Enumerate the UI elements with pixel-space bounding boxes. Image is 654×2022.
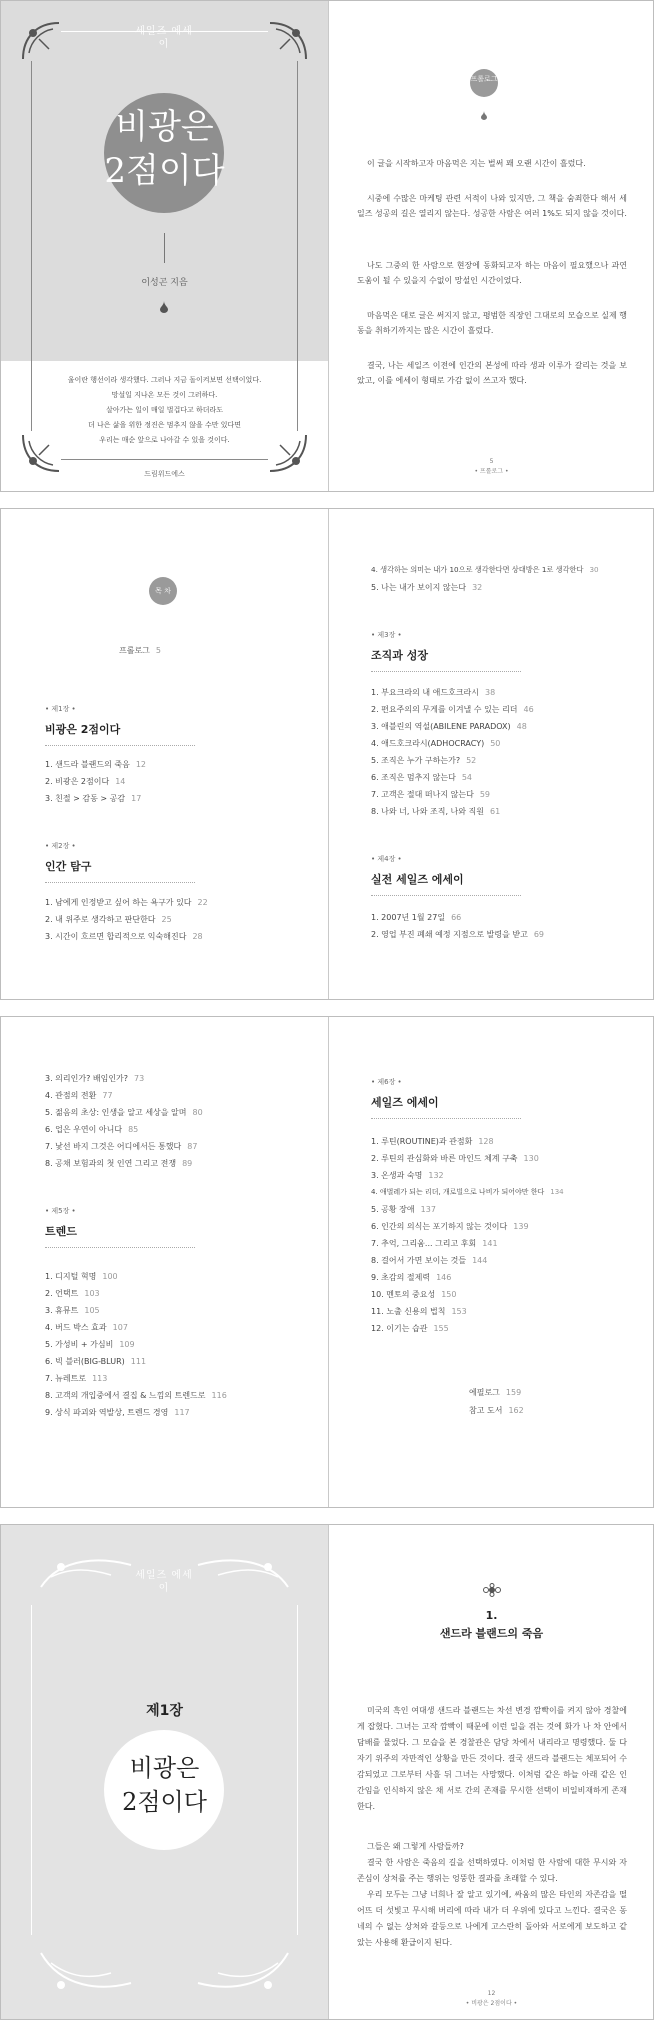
toc-entry-page: 46 (523, 705, 534, 714)
toc-entry-text: 5. 조직은 누가 구하는가? (371, 756, 461, 765)
dotted-rule (45, 882, 195, 883)
toc-entry[interactable] (371, 687, 495, 698)
toc-entry-page: 109 (119, 1340, 135, 1349)
toc-entry-page: 69 (533, 930, 544, 939)
toc-entry-page: 28 (192, 932, 203, 941)
toc-entry[interactable] (45, 1288, 100, 1299)
toc-entry[interactable] (45, 1407, 190, 1418)
toc-entry-text: 5. 공황 장애 (371, 1205, 415, 1214)
droplet-icon (160, 301, 168, 313)
toc-entry-text: 참고 도서 (469, 1406, 503, 1415)
part-label: • 제3장 • (371, 631, 402, 639)
page-number: 12 (487, 1990, 496, 1997)
prologue-page (329, 1, 654, 491)
toc-entry-page: 141 (482, 1239, 498, 1248)
cover-blurb-line: 살아가는 일이 매일 벌겁다고 하더라도 (105, 406, 224, 414)
part-label: • 제4장 • (371, 855, 402, 863)
cover-title-line1: 비광은 (115, 107, 214, 147)
book-cover (1, 1, 328, 491)
toc-entry-page: 66 (451, 913, 462, 922)
toc-entry-text: 1. 남에게 인정받고 싶어 하는 욕구가 있다 (45, 898, 192, 907)
toc-entry-page: 155 (433, 1324, 449, 1333)
cover-publisher: 드림위드에스 (144, 470, 185, 478)
toc-entry-text: 5. 가성비 + 가심비 (45, 1340, 114, 1349)
toc-entry-text: 3. 온생과 숙명 (371, 1171, 423, 1180)
bottom-flourish-icon (31, 1943, 298, 2003)
toc-item-label: 프롤로그 (119, 646, 150, 655)
prologue-paragraph: 시중에 수많은 마케팅 관련 서적이 나와 있지만, 그 책을 숨죄한다 해서 세일즈 성공의 길은 열리지 않는다. 성공한 사람은 여러 1%도 되지 않을 것이다. (357, 194, 627, 218)
section-title: 샌드라 블랜드의 죽음 (439, 1627, 544, 1640)
toc-entry[interactable] (45, 1390, 227, 1401)
toc-entry[interactable] (45, 1107, 203, 1118)
toc-page-left (1, 1017, 328, 1507)
toc-entry-page: 50 (490, 739, 501, 748)
toc-entry[interactable] (45, 1124, 138, 1135)
toc-entry-text: 7. 고객은 절대 떠나지 않는다 (371, 790, 474, 799)
toc-entry[interactable] (45, 1373, 107, 1384)
cover-blurb-line: 더 나은 삶을 위한 정진은 멈추지 않을 수만 있다면 (87, 421, 242, 429)
toc-entry[interactable] (371, 1187, 564, 1197)
dotted-rule (45, 1247, 195, 1248)
part-label: • 제6장 • (371, 1078, 402, 1086)
toc-entry-page: 32 (472, 583, 483, 592)
toc-entry-text: 8. 공채 보험과의 첫 인연 그리고 전쟁 (45, 1159, 177, 1168)
toc-entry[interactable] (371, 1255, 487, 1266)
toc-entry-text: 10. 멘토의 중요성 (371, 1290, 436, 1299)
running-footer: • 프롤로그 • (474, 468, 509, 475)
cover-author: 이성곤 지음 (141, 278, 188, 288)
toc-entry[interactable] (45, 1141, 197, 1152)
part-title: 실전 세일즈 에세이 (371, 873, 464, 886)
toc-entry-text: 6. 빅 블러(BIG-BLUR) (45, 1357, 125, 1366)
toc-entry-page: 105 (84, 1306, 100, 1315)
cover-blurb-line: 우리는 매순 앞으로 나아갈 수 있을 것이다. (99, 436, 230, 444)
toc-entry-text: 2. 루틴의 관심화와 바른 마인드 체계 구축 (371, 1154, 518, 1163)
toc-entry-page: 73 (134, 1074, 145, 1083)
toc-page-right (329, 1017, 654, 1507)
toc-entry[interactable] (45, 1339, 135, 1350)
flower-ornament-icon (479, 1583, 505, 1597)
toc-entry[interactable] (45, 1305, 100, 1316)
toc-entry-page: 117 (174, 1408, 190, 1417)
toc-entry-page: 162 (508, 1406, 524, 1415)
cover-blurb-line: 망설일 지나온 모든 것이 그러하다. (111, 391, 218, 399)
part-label: • 제1장 • (45, 705, 76, 713)
toc-entry[interactable] (371, 1306, 467, 1317)
toc-page-left (1, 509, 328, 999)
toc-entry[interactable] (371, 929, 544, 940)
toc-entry[interactable] (371, 1170, 444, 1181)
toc-entry[interactable] (371, 582, 482, 593)
opener-series-label: 세일즈 에세이 (135, 1570, 193, 1594)
toc-entry-page: 150 (441, 1290, 457, 1299)
toc-entry-text: 8. 고객의 개입중에서 결집 & 느낌의 트렌드로 (45, 1391, 206, 1400)
chapter-title-line1: 비광은 (129, 1754, 200, 1782)
toc-entry[interactable] (371, 1204, 436, 1215)
dotted-rule (45, 745, 195, 746)
part-title: 트렌드 (45, 1225, 77, 1238)
toc-entry[interactable] (45, 1322, 128, 1333)
toc-entry-text: 8. 걸어서 가면 보이는 것들 (371, 1256, 467, 1265)
cover-blurb-line: 울이란 행선이라 생각했다. 그러나 지금 돌이켜보면 선택이었다. (67, 376, 262, 384)
toc-entry-text: 3. 의리인가? 배임인가? (45, 1074, 129, 1083)
toc-entry[interactable] (45, 897, 208, 908)
prologue-badge: 프롤로그 (470, 69, 498, 97)
toc-entry-page: 30 (589, 565, 599, 574)
toc-entry-page: 107 (112, 1323, 128, 1332)
toc-entry[interactable] (371, 912, 461, 923)
toc-entry-text: 1. 샌드라 블랜드의 죽음 (45, 760, 130, 769)
dotted-rule (371, 671, 521, 672)
toc-entry-text: 1. 디지털 혁명 (45, 1272, 97, 1281)
toc-entry[interactable] (371, 1238, 498, 1249)
toc-entry[interactable] (371, 1136, 494, 1147)
toc-entry[interactable] (45, 1090, 113, 1101)
toc-entry-page: 139 (513, 1222, 529, 1231)
toc-entry-text: 2. 비광은 2점이다 (45, 777, 110, 786)
toc-entry-page: 130 (523, 1154, 539, 1163)
toc-entry-page: 85 (128, 1125, 139, 1134)
toc-entry-page: 100 (102, 1272, 118, 1281)
toc-entry-text: 4. 생각하는 의미는 내가 10으로 생각한다면 상대방은 1로 생각한다 (371, 565, 584, 574)
toc-entry-page: 116 (211, 1391, 227, 1400)
toc-entry[interactable] (371, 565, 599, 575)
prologue-paragraph: 나도 그중의 한 사람으로 현장에 동화되고자 하는 마음이 필요했으나 과연 도움이 될 수 있을지 수없이 망설인 시간이었다. (357, 261, 627, 285)
part-title: 세일즈 에세이 (371, 1096, 439, 1109)
toc-entry-text: 7. 뉴레트로 (45, 1374, 87, 1383)
toc-entry-text: 1. 부요크라의 내 애드호크라시 (371, 688, 479, 697)
section-number: 1. (485, 1609, 498, 1622)
spread-toc-1 (0, 508, 654, 1000)
part-label: • 제2장 • (45, 842, 76, 850)
toc-entry-page: 59 (479, 790, 490, 799)
prologue-paragraph: 이 글을 시작하고자 마음먹은 지는 벌써 꽤 오랜 시간이 흘렀다. (367, 159, 586, 168)
toc-entry-text: 8. 나와 너, 나와 조직, 나와 직원 (371, 807, 484, 816)
toc-entry-page: 113 (92, 1374, 108, 1383)
toc-entry[interactable] (45, 1356, 146, 1367)
toc-entry-text: 1. 루틴(ROUTINE)과 관점화 (371, 1137, 473, 1146)
toc-entry-text: 1. 2007년 1월 27일 (371, 913, 446, 922)
toc-entry-text: 6. 인간의 의식는 포기하지 않는 것이다 (371, 1222, 508, 1231)
toc-entry-text: 7. 낯선 바지 그것은 어디에서든 통했다 (45, 1142, 182, 1151)
toc-entry-page: 146 (436, 1273, 452, 1282)
toc-entry-page: 54 (461, 773, 473, 782)
toc-entry-page: 48 (516, 722, 527, 731)
corner-ornament-icon (266, 19, 310, 63)
body-paragraph: 우리 모두는 그냥 너희나 잘 알고 있기에, 싸움의 많은 타인의 자존감을 떨어뜨 더 섯빛고 무시해 버리에 따라 내가 더 우위에 있다고 느낀다. 결국은 동네의 수 없는 상처와 갈등으로 나에게 고스란히 돌아와 서로에게 보도하고 같았는 사용해 환급이지 된다. (357, 1890, 627, 1947)
cover-title-line2: 2점이다 (104, 151, 225, 191)
toc-entry-text: 11. 노출 신용의 법칙 (371, 1307, 446, 1316)
toc-entry-text: 12. 이기는 습관 (371, 1324, 428, 1333)
part-title: 인간 탐구 (45, 860, 92, 873)
toc-entry-text: 3. 애블린의 역설(ABILENE PARADOX) (371, 722, 511, 731)
toc-entry-page: 87 (187, 1142, 198, 1151)
toc-entry-page: 159 (505, 1388, 522, 1397)
toc-entry[interactable] (371, 704, 534, 715)
cover-divider (164, 233, 165, 263)
toc-entry[interactable] (371, 1153, 539, 1164)
toc-entry-page: 22 (197, 898, 208, 907)
toc-entry-text: 9. 초감의 절제력 (371, 1273, 431, 1282)
toc-entry-text: 에필로그 (469, 1388, 500, 1397)
chapter-text-page (329, 1525, 654, 2019)
toc-entry-text: 3. 친절 > 감동 > 공감 (45, 794, 126, 803)
toc-entry[interactable] (45, 1073, 144, 1084)
corner-ornament-icon (19, 19, 63, 63)
toc-entry-page: 128 (478, 1137, 494, 1146)
toc-entry-page: 14 (115, 777, 126, 786)
spread-chapter-1 (0, 1524, 654, 2020)
toc-entry[interactable] (371, 1289, 456, 1300)
running-footer: • 비광은 2점이다 • (465, 2000, 518, 2007)
spread-toc-2 (0, 1016, 654, 1508)
toc-entry-page: 89 (182, 1159, 193, 1168)
toc-entry[interactable] (371, 721, 527, 732)
toc-references[interactable] (469, 1405, 524, 1416)
toc-entry[interactable] (371, 806, 500, 817)
toc-entry-text: 5. 젊음의 초상: 인생을 알고 세상을 알며 (45, 1108, 187, 1117)
toc-entry[interactable] (371, 738, 500, 749)
toc-entry-text: 4. 버드 박스 효과 (45, 1323, 107, 1332)
toc-entry-text: 2. 편요주의의 무게를 이겨낼 수 있는 리더 (371, 705, 518, 714)
toc-entry-page: 61 (489, 807, 501, 816)
toc-entry-text: 2. 영업 부진 폐쇄 예정 지점으로 발령을 받고 (371, 930, 528, 939)
toc-entry[interactable] (371, 1221, 529, 1232)
toc-entry[interactable] (371, 755, 476, 766)
chapter-label: 제1장 (146, 1703, 183, 1719)
toc-entry[interactable] (45, 1158, 192, 1169)
toc-entry-page: 134 (550, 1188, 564, 1196)
toc-entry-page: 12 (135, 760, 147, 769)
toc-entry-page: 144 (472, 1256, 488, 1265)
toc-entry-page: 103 (84, 1289, 100, 1298)
toc-entry-page: 38 (485, 688, 496, 697)
toc-page-right (329, 509, 654, 999)
spread-cover-prologue (0, 0, 654, 492)
toc-entry-page: 77 (102, 1091, 113, 1100)
toc-entry[interactable] (45, 914, 172, 925)
toc-entry-page: 52 (466, 756, 477, 765)
chapter-opener-page (1, 1525, 328, 2019)
toc-entry[interactable] (371, 789, 490, 800)
toc-entry-text: 2. 내 위주로 생각하고 판단한다 (45, 915, 156, 924)
toc-badge: 목 차 (149, 577, 177, 605)
part-title: 조직과 성장 (371, 649, 428, 662)
toc-entry-text: 3. 시간이 흐르면 합리적으로 익숙해진다 (45, 932, 187, 941)
toc-entry-text: 4. 관점의 전환 (45, 1091, 97, 1100)
toc-entry-text: 5. 나는 내가 보이지 않는다 (371, 583, 467, 592)
body-paragraph: 그들은 왜 그렇게 사람들까? (367, 1842, 464, 1851)
toc-entry-text: 2. 언택트 (45, 1289, 79, 1298)
chapter-title-line2: 2점이다 (122, 1788, 207, 1816)
toc-entry-page: 25 (161, 915, 172, 924)
toc-entry-page: 80 (192, 1108, 203, 1117)
toc-prologue[interactable] (119, 645, 161, 656)
part-label: • 제5장 • (45, 1207, 76, 1215)
cover-series-label: 세일즈 에세이 (135, 26, 193, 50)
toc-entry[interactable] (45, 931, 203, 942)
toc-entry-page: 111 (130, 1357, 147, 1366)
toc-entry-page: 17 (131, 794, 142, 803)
toc-entry-text: 6. 조직은 멈추지 않는다 (371, 773, 456, 782)
prologue-paragraph: 마음먹은 대로 글은 써지지 않고, 평범한 직장인 그대로의 모습으로 실제 행동을 취하기까지는 많은 시간이 흘렀다. (357, 311, 627, 335)
droplet-icon (481, 111, 487, 120)
body-paragraph: 미국의 흑인 여대생 샌드라 블랜드는 차선 변경 깜빡이를 켜지 않아 경찰에게 잡혔다. 그녀는 고작 깜빡이 때문에 이런 일을 겪는 것에 화가 나 차 안에서 담배를 물었다. 그 모습을 본 경찰관은 담당 차에서 내리라고 명령했다. 둘 다 자기 위주의 자만적인 상황을 만든 것이다. 결국 샌드라 블랜드는 체포되어 수감되었고 그로부터 사흘 뒤 그녀는 사망했다. 이처럼 같은 하늘 아래 같은 인간임을 인식하지 않은 채 서로 간의 존재를 무시한 선택이 비일비재하게 존재한다. (357, 1706, 627, 1811)
toc-entry[interactable] (45, 759, 146, 770)
toc-entry[interactable] (371, 1272, 451, 1283)
toc-entry-text: 6. 업은 우연이 아니다 (45, 1125, 123, 1134)
prologue-paragraph: 결국, 나는 세일즈 이전에 인간의 본성에 따라 생과 이루가 갈리는 것을 보았고, 이를 에세이 형태로 가감 없이 쓰고자 했다. (357, 361, 627, 385)
toc-entry-page: 153 (451, 1307, 467, 1316)
toc-entry[interactable] (45, 793, 141, 804)
toc-entry[interactable] (45, 1271, 118, 1282)
dotted-rule (371, 895, 521, 896)
toc-entry-text: 7. 추억, 그리움... 그리고 후회 (371, 1239, 477, 1248)
toc-entry-text: 4. 애벌레가 되는 리더, 개로빌으로 나비가 되어야만 한다 (371, 1188, 545, 1196)
part-title: 비광은 2점이다 (45, 723, 121, 736)
toc-entry-text: 9. 상식 파괴와 역발상, 트렌드 경영 (45, 1408, 169, 1417)
dotted-rule (371, 1118, 521, 1119)
page-number: 5 (489, 458, 494, 465)
toc-entry-page: 132 (428, 1171, 444, 1180)
toc-entry-text: 3. 휴뮤트 (45, 1306, 79, 1315)
body-paragraph: 결국 한 사람은 죽음의 길을 선택하였다. 이처럼 한 사람에 대한 무시와 자존심이 상처를 주는 행위는 엉뚱한 결과를 초래할 수 있다. (357, 1858, 627, 1883)
toc-entry[interactable] (371, 772, 472, 783)
frame-line-bottom (61, 459, 268, 460)
toc-entry-text: 4. 애드호크라시(ADHOCRACY) (371, 739, 485, 748)
toc-item-page: 5 (155, 646, 162, 655)
toc-entry-page: 137 (420, 1205, 436, 1214)
toc-epilogue[interactable] (469, 1387, 521, 1398)
toc-entry[interactable] (45, 776, 125, 787)
toc-entry[interactable] (371, 1323, 449, 1334)
